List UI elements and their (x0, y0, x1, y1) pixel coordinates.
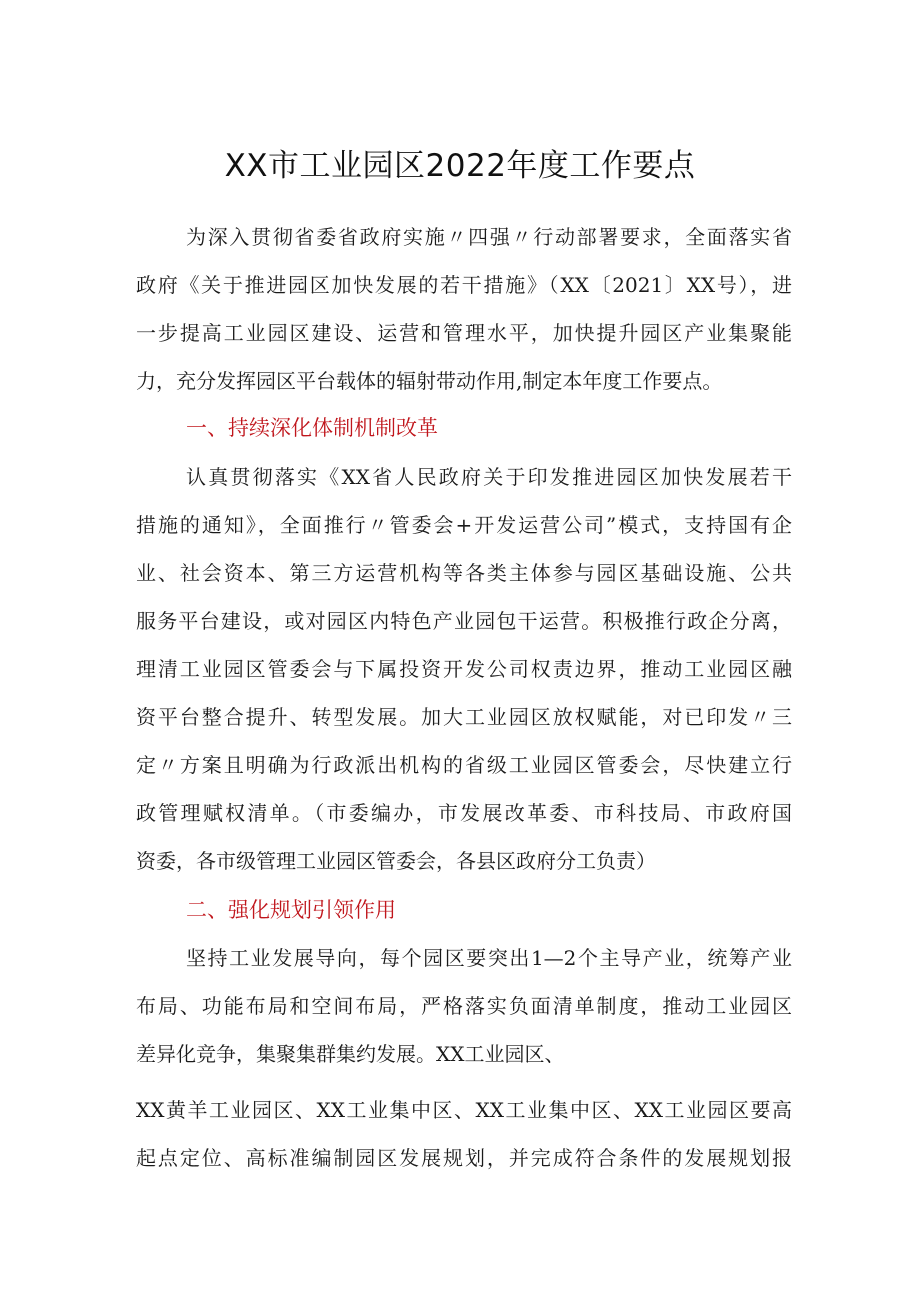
section-heading: 一、持续深化体制机制改革 (186, 416, 438, 440)
body-line: XX黄羊工业园区、XX工业集中区、XX工业集中区、XX工业园区要高 (136, 1098, 792, 1122)
body-line: 差异化竞争，集聚集群集约发展。XX工业园区、 (136, 1042, 565, 1066)
body-line: 坚持工业发展导向，每个园区要突出1—2个主导产业，统筹产业 (186, 946, 792, 970)
body-line: 定〃方案且明确为行政派出机构的省级工业园区管委会，尽快建立行 (136, 753, 792, 777)
body-line: 理清工业园区管委会与下属投资开发公司权责边界，推动工业园区融 (136, 657, 792, 681)
body-line: 政管理赋权清单。（市委编办，市发展改革委、市科技局、市政府国 (136, 801, 792, 825)
intro-line: 力，充分发挥园区平台载体的辐射带动作用,制定本年度工作要点。 (136, 369, 723, 393)
body-line: 布局、功能布局和空间布局，严格落实负面清单制度，推动工业园区 (136, 994, 792, 1018)
body-line: 资委，各市级管理工业园区管委会，各县区政府分工负责） (136, 849, 656, 873)
body-line: 业、社会资本、第三方运营机构等各类主体参与园区基础设施、公共 (136, 561, 792, 585)
body-line: 资平台整合提升、转型发展。加大工业园区放权赋能，对已印发〃三 (136, 705, 792, 729)
section-heading: 二、强化规划引领作用 (186, 898, 396, 922)
body-line: 认真贯彻落实《XX省人民政府关于印发推进园区加快发展若干 (186, 465, 792, 489)
document-title: XX市工业园区2022年度工作要点 (224, 148, 696, 184)
body-line: 起点定位、高标准编制园区发展规划，并完成符合条件的发展规划报 (136, 1146, 792, 1170)
body-line: 措施的通知》，全面推行〃管委会+开发运营公司”模式，支持国有企 (136, 513, 792, 537)
intro-line: 政府《关于推进园区加快发展的若干措施》（XX〔2021〕XX号），进 (136, 273, 792, 297)
intro-line: 为深入贯彻省委省政府实施〃四强〃行动部署要求，全面落实省 (186, 225, 792, 249)
body-line: 服务平台建设，或对园区内特色产业园包干运营。积极推行政企分离， (136, 609, 792, 633)
intro-line: 一步提高工业园区建设、运营和管理水平，加快提升园区产业集聚能 (136, 321, 792, 345)
